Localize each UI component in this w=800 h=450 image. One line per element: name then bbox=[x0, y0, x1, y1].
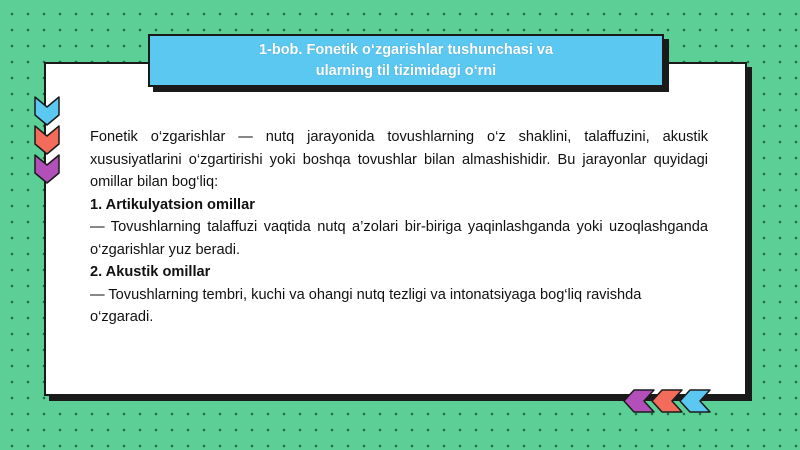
chevron-down-icon bbox=[35, 155, 59, 183]
slide-body bbox=[90, 126, 708, 329]
title-box bbox=[148, 34, 664, 87]
section-2-text: — Tovushlarning tembri, kuchi va ohangi nutq tezligi va intonatsiyaga bog‘liq ravishda o‘zgaradi. bbox=[90, 286, 642, 325]
title-line-2: ularning til tizimidagi o‘rni bbox=[315, 62, 497, 79]
chevron-down-icon bbox=[35, 97, 59, 125]
section-1-heading: 1. Artikulyatsion omillar bbox=[90, 196, 255, 213]
left-chevron-group bbox=[33, 95, 61, 187]
slide-title bbox=[259, 40, 553, 82]
intro-paragraph: Fonetik o‘zgarishlar — nutq jarayonida tovushlarning o‘z shaklini, talaffuzini, akustik xususiyatlarini o‘zgartirishi yoki boshqa tovushlar bilan almashishidir. Bu jarayonlar quyidagi omillar bilan bog‘liq: bbox=[90, 129, 708, 190]
section-1-text: — Tovushlarning talaffuzi vaqtida nutq a’zolari bir-biriga yaqinlashganda yoki uzoqlashganda o‘zgarishlar yuz beradi. bbox=[90, 219, 708, 258]
bottom-chevron-group bbox=[622, 388, 718, 414]
chevron-down-icon bbox=[35, 126, 59, 154]
section-2-heading: 2. Akustik omillar bbox=[90, 264, 211, 280]
title-line-1: 1-bob. Fonetik o‘zgarishlar tushunchasi va bbox=[258, 41, 554, 58]
chevron-left-icon bbox=[680, 390, 710, 412]
chevron-left-icon bbox=[652, 390, 682, 412]
chevron-left-icon bbox=[624, 390, 654, 412]
